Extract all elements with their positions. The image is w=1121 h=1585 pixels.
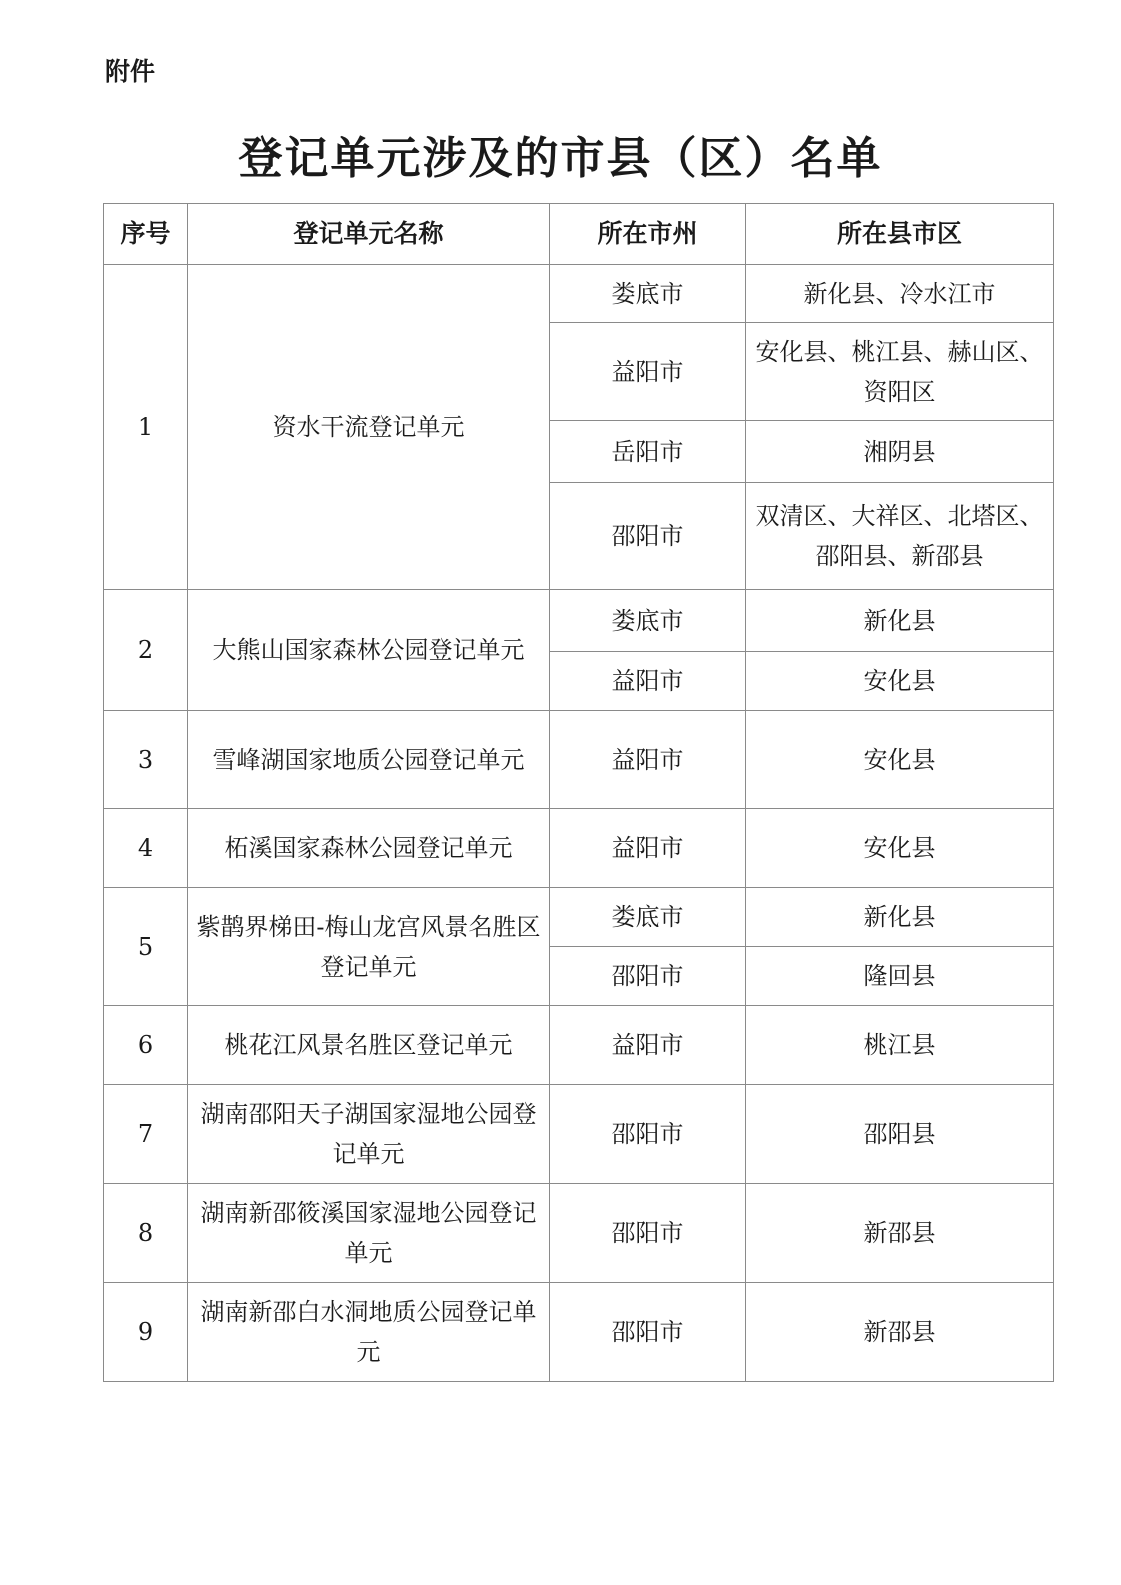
county-cell: 双清区、大祥区、北塔区、邵阳县、新邵县 (746, 483, 1054, 590)
row-number: 6 (104, 1006, 188, 1085)
table-row (104, 809, 1054, 888)
registration-unit-table (103, 203, 1054, 1382)
header-county: 所在县市区 (746, 204, 1054, 265)
city-cell: 益阳市 (550, 1006, 746, 1085)
city-cell: 娄底市 (550, 590, 746, 652)
table-row (104, 1184, 1054, 1283)
unit-name: 紫鹊界梯田-梅山龙宫风景名胜区登记单元 (188, 888, 550, 1006)
row-number: 2 (104, 590, 188, 711)
unit-name: 大熊山国家森林公园登记单元 (188, 590, 550, 711)
unit-name: 桃花江风景名胜区登记单元 (188, 1006, 550, 1085)
city-cell: 娄底市 (550, 265, 746, 323)
county-cell: 新化县、冷水江市 (746, 265, 1054, 323)
county-cell: 湘阴县 (746, 421, 1054, 483)
row-number: 8 (104, 1184, 188, 1283)
row-number: 5 (104, 888, 188, 1006)
city-cell: 邵阳市 (550, 1283, 746, 1382)
table-row (104, 265, 1054, 323)
county-cell: 新邵县 (746, 1184, 1054, 1283)
table-row (104, 590, 1054, 652)
table-row (104, 1006, 1054, 1085)
table-row (104, 1085, 1054, 1184)
county-cell: 安化县、桃江县、赫山区、资阳区 (746, 323, 1054, 421)
city-cell: 娄底市 (550, 888, 746, 947)
page-title: 登记单元涉及的市县（区）名单 (238, 133, 883, 184)
row-number: 1 (104, 265, 188, 590)
city-cell: 益阳市 (550, 711, 746, 809)
city-cell: 益阳市 (550, 652, 746, 711)
unit-name: 资水干流登记单元 (188, 265, 550, 590)
table-row (104, 888, 1054, 947)
row-number: 9 (104, 1283, 188, 1382)
row-number: 7 (104, 1085, 188, 1184)
table-header-row (104, 204, 1054, 265)
header-serial-number: 序号 (104, 204, 188, 265)
city-cell: 邵阳市 (550, 1184, 746, 1283)
city-cell: 益阳市 (550, 323, 746, 421)
county-cell: 新邵县 (746, 1283, 1054, 1382)
county-cell: 邵阳县 (746, 1085, 1054, 1184)
table-row (104, 1283, 1054, 1382)
attachment-label: 附件 (105, 57, 156, 86)
header-unit-name: 登记单元名称 (188, 204, 550, 265)
city-cell: 邵阳市 (550, 483, 746, 590)
county-cell: 安化县 (746, 809, 1054, 888)
unit-name: 雪峰湖国家地质公园登记单元 (188, 711, 550, 809)
unit-name: 湖南新邵白水洞地质公园登记单元 (188, 1283, 550, 1382)
city-cell: 邵阳市 (550, 947, 746, 1006)
county-cell: 安化县 (746, 711, 1054, 809)
county-cell: 安化县 (746, 652, 1054, 711)
unit-name: 湖南新邵筱溪国家湿地公园登记单元 (188, 1184, 550, 1283)
county-cell: 新化县 (746, 590, 1054, 652)
unit-name: 柘溪国家森林公园登记单元 (188, 809, 550, 888)
city-cell: 岳阳市 (550, 421, 746, 483)
city-cell: 邵阳市 (550, 1085, 746, 1184)
county-cell: 新化县 (746, 888, 1054, 947)
county-cell: 桃江县 (746, 1006, 1054, 1085)
city-cell: 益阳市 (550, 809, 746, 888)
header-city: 所在市州 (550, 204, 746, 265)
table-row (104, 711, 1054, 809)
row-number: 3 (104, 711, 188, 809)
county-cell: 隆回县 (746, 947, 1054, 1006)
row-number: 4 (104, 809, 188, 888)
unit-name: 湖南邵阳天子湖国家湿地公园登记单元 (188, 1085, 550, 1184)
